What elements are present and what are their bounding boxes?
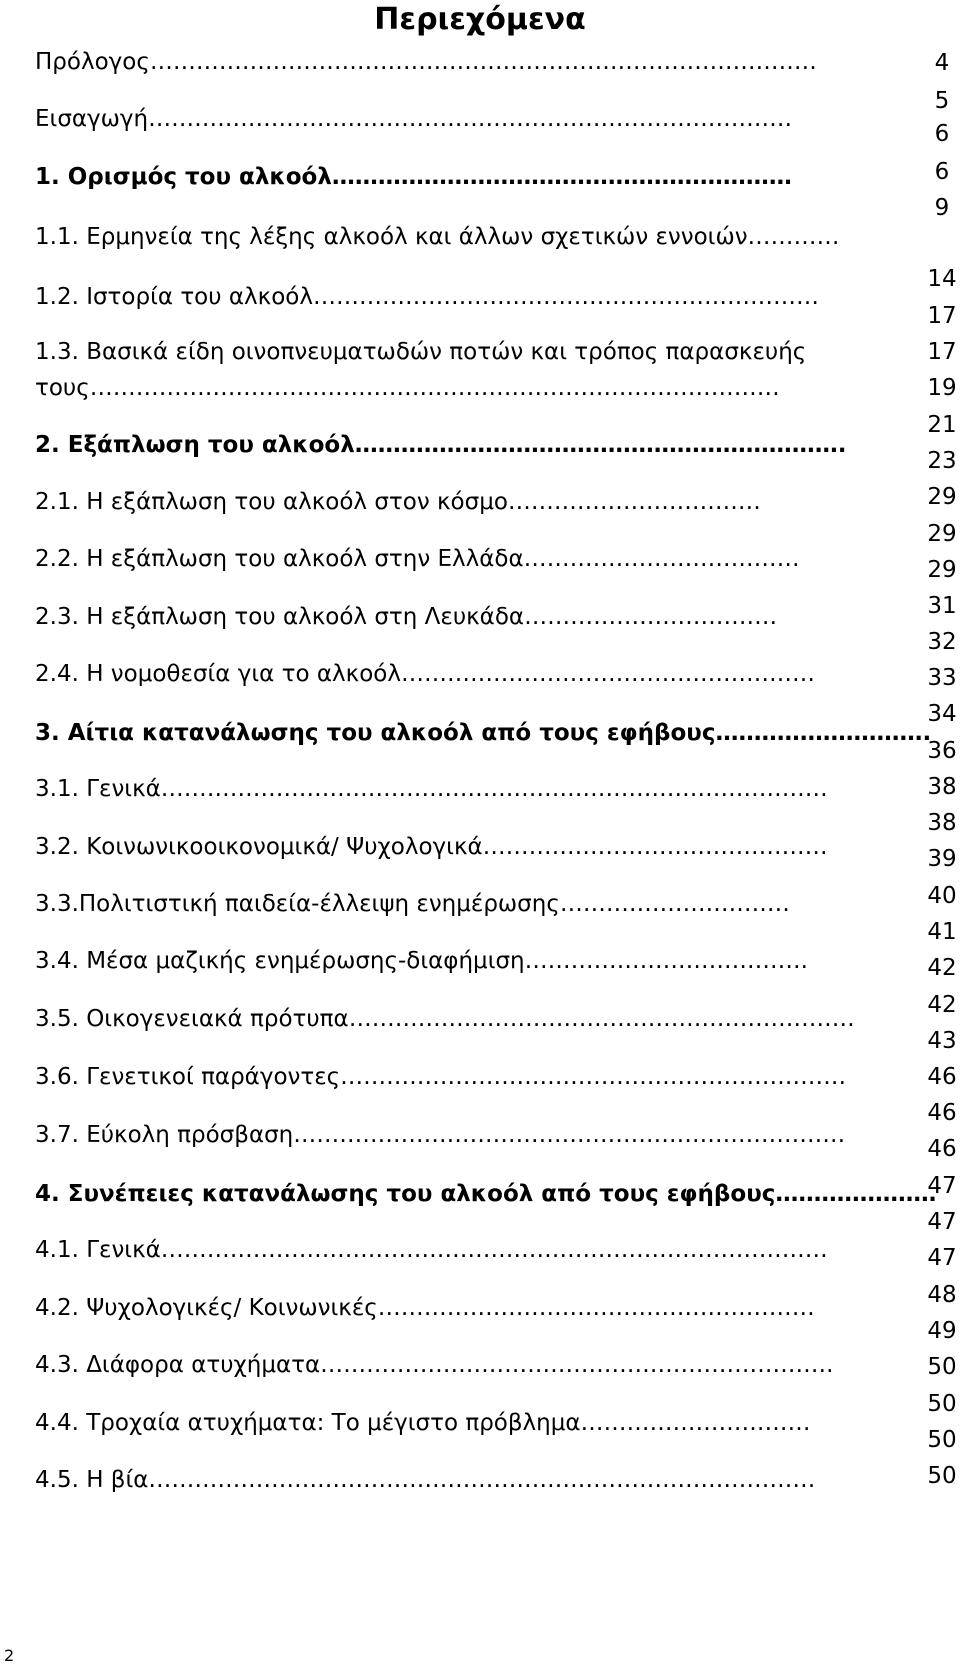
page-number: 29 bbox=[927, 521, 957, 547]
page-number: 6 bbox=[934, 121, 950, 147]
page-number: 42 bbox=[927, 955, 957, 981]
toc-entry: τους……………………………………………………………………………… bbox=[35, 375, 780, 401]
page-number: 38 bbox=[927, 810, 957, 836]
page-number: 21 bbox=[927, 412, 957, 438]
page-number: 47 bbox=[927, 1245, 957, 1271]
page-number: 43 bbox=[927, 1028, 957, 1054]
toc-entry: 2.1. Η εξάπλωση του αλκοόλ στον κόσμο…………………………… bbox=[35, 489, 761, 515]
toc-entry: Πρόλογος…………………………………………………………………………… bbox=[35, 49, 817, 75]
page-number: 50 bbox=[927, 1427, 957, 1453]
toc-entry: 1.1. Ερμηνεία της λέξης αλκοόλ και άλλων σχετικών εννοιών………… bbox=[35, 224, 840, 250]
toc-entry: 2.2. Η εξάπλωση του αλκοόλ στην Ελλάδα……………………………… bbox=[35, 546, 800, 572]
toc-entry: 3. Αίτια κατανάλωσης του αλκοόλ από τους εφήβους………………………. bbox=[35, 720, 932, 746]
page-number: 23 bbox=[927, 448, 957, 474]
page-number: 50 bbox=[927, 1391, 957, 1417]
toc-entry: 4.2. Ψυχολογικές/ Κοινωνικές………………………………………………… bbox=[35, 1295, 815, 1321]
page-number: 38 bbox=[927, 774, 957, 800]
page-number: 50 bbox=[927, 1463, 957, 1489]
page-number: 14 bbox=[927, 266, 957, 292]
page-number: 41 bbox=[927, 919, 957, 945]
page-number: 46 bbox=[927, 1100, 957, 1126]
page-number: 5 bbox=[934, 88, 950, 114]
toc-entry: 3.3.Πολιτιστική παιδεία-έλλειψη ενημέρωσης………………………… bbox=[35, 891, 790, 917]
page-number: 6 bbox=[934, 159, 950, 185]
toc-entry: 2. Εξάπλωση του αλκοόλ………………………………………………………. bbox=[35, 432, 847, 458]
toc-entry: 4.1. Γενικά…………………………………………………………………………… bbox=[35, 1237, 828, 1263]
toc-entry: 4.5. Η βία…………………………………………………………………………… bbox=[35, 1467, 816, 1493]
toc-entry: 3.7. Εύκολη πρόσβαση……………………………………………………………… bbox=[35, 1122, 846, 1148]
toc-entry: 2.3. Η εξάπλωση του αλκοόλ στη Λευκάδα…………………………… bbox=[35, 604, 778, 630]
page-number: 32 bbox=[927, 629, 957, 655]
toc-entry: 1.3. Βασικά είδη οινοπνευματωδών ποτών και τρόπος παρασκευής bbox=[35, 339, 807, 365]
page-number: 40 bbox=[927, 883, 957, 909]
toc-entry: 3.4. Μέσα μαζικής ενημέρωσης-διαφήμιση………………………………. bbox=[35, 948, 808, 974]
page-number: 17 bbox=[927, 339, 957, 365]
page-number: 31 bbox=[927, 593, 957, 619]
page-number: 9 bbox=[934, 195, 950, 221]
page-number: 17 bbox=[927, 303, 957, 329]
page-number: 19 bbox=[927, 375, 957, 401]
toc-entry: 4.3. Διάφορα ατυχήματα…………………………………………………………. bbox=[35, 1352, 834, 1378]
page-number: 46 bbox=[927, 1136, 957, 1162]
toc-entry: 4. Συνέπειες κατανάλωσης του αλκοόλ από τους εφήβους………………… bbox=[35, 1181, 937, 1207]
page-number: 29 bbox=[927, 557, 957, 583]
toc-entry: 3.2. Κοινωνικοοικονομικά/ Ψυχολογικά……………………………………… bbox=[35, 834, 828, 860]
page-number: 49 bbox=[927, 1318, 957, 1344]
toc-entry: 3.6. Γενετικοί παράγοντες………………………………………………………… bbox=[35, 1064, 847, 1090]
toc-entry: 3.1. Γενικά…………………………………………………………………………… bbox=[35, 776, 828, 802]
footer-page-number: 2 bbox=[4, 1646, 15, 1665]
toc-entry: 4.4. Τροχαία ατυχήματα: Το μέγιστο πρόβλημα………………………… bbox=[35, 1410, 811, 1436]
toc-entry: Εισαγωγή………………………………………………………………………… bbox=[35, 106, 793, 132]
page-number: 39 bbox=[927, 846, 957, 872]
toc-entry: 1. Ορισμός του αλκοόλ…………………………………………………… bbox=[35, 164, 792, 190]
page-number: 42 bbox=[927, 992, 957, 1018]
toc-entry: 1.2. Ιστορία του αλκοόλ………………………………………………………… bbox=[35, 284, 819, 310]
page-number: 34 bbox=[927, 701, 957, 727]
toc-entry: 3.5. Οικογενειακά πρότυπα………………………………………………………… bbox=[35, 1006, 855, 1032]
page-number: 46 bbox=[927, 1064, 957, 1090]
page-number: 4 bbox=[934, 50, 950, 76]
page-number: 29 bbox=[927, 484, 957, 510]
page-number: 47 bbox=[927, 1209, 957, 1235]
page-title: Περιεχόμενα bbox=[374, 2, 586, 37]
page-number: 50 bbox=[927, 1354, 957, 1380]
page-number: 48 bbox=[927, 1282, 957, 1308]
page-number: 33 bbox=[927, 665, 957, 691]
page-number: 36 bbox=[927, 738, 957, 764]
page-number: 47 bbox=[927, 1173, 957, 1199]
toc-entry: 2.4. Η νομοθεσία για το αλκοόλ……………………………………………… bbox=[35, 661, 815, 687]
